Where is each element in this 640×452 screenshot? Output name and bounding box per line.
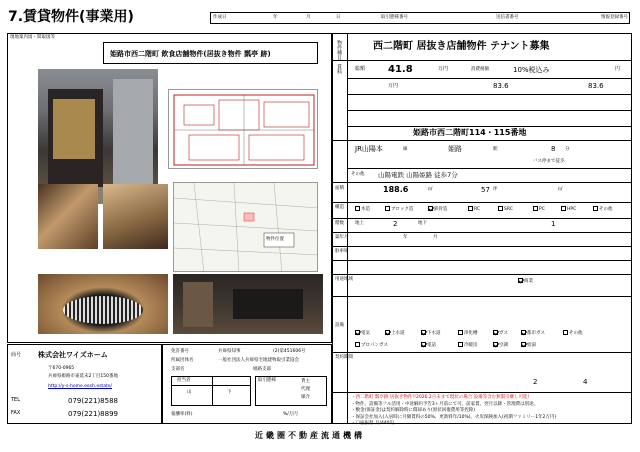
structure-opt-1: 木造 [355, 206, 370, 213]
fee-label: 報酬率(料) [171, 412, 193, 417]
parking-label: 駐車場 [335, 249, 349, 254]
agent-opt-3: 媒介 [301, 395, 310, 400]
structure-opt-7: HPC [561, 206, 576, 213]
table-photo [38, 274, 168, 334]
other-transport: 山陽電鉄 山陽姫路 徒歩7分 [378, 171, 458, 179]
license-value: 兵庫県知事 [218, 349, 241, 354]
floors-above: 2 [393, 220, 398, 228]
facility-1-3: 下水道 [421, 330, 441, 337]
train-line-suffix: 線 [403, 147, 408, 152]
tel-value: 079(221)8588 [68, 397, 118, 405]
fax-value: 079(221)8899 [68, 410, 118, 418]
facility-1-1: 電気 [355, 330, 370, 337]
fee-value: %/万円 [283, 412, 298, 417]
structure-opt-8: その他 [593, 206, 613, 213]
year-label: 年 [273, 15, 278, 20]
facility-2-1: プロパンガス [355, 342, 388, 349]
staff-grid [171, 376, 251, 406]
structure-opt-2: ブロック造 [385, 206, 413, 213]
other-label: その他 [351, 172, 365, 177]
facility-label: 設備 [335, 323, 344, 328]
field-3: 情報登録番号 [601, 15, 628, 20]
facility-1-5: ガス [493, 330, 508, 337]
built-label: 築年月 [335, 235, 349, 240]
facility-2-4: 空調 [493, 342, 508, 349]
facility-2-5: 給湯 [521, 342, 536, 349]
corridor-photo [38, 184, 98, 249]
company-label: 商号 [11, 352, 22, 358]
day-label: 日 [336, 15, 341, 20]
agent-opt-1: 貸主 [301, 379, 310, 384]
company-url[interactable]: http://y-s-home.eesh.estate/ [48, 384, 112, 389]
area-m2-unit: ㎡ [558, 187, 563, 192]
agent-box [255, 376, 327, 406]
note-1: ・西二階町 瓢亭跡 居抜き物件!!2026.2月末まで現状の場合 設備等含む無償引継し可能! [351, 395, 530, 400]
assoc-label: 所属団体名 [171, 358, 194, 363]
deposit-unit-1: 万円 [388, 83, 399, 89]
structure-label: 構造 [335, 205, 344, 210]
bus-note: バス停まで徒歩 [533, 159, 565, 164]
photo-panel [7, 33, 332, 343]
assoc-value: 一般社団法人兵庫県宅地建物取引業協会 [218, 358, 299, 363]
structure-opt-3: 鉄骨造 [428, 206, 448, 213]
basement-label: 地下 [418, 221, 427, 226]
area-label: 面積 [335, 186, 344, 191]
property-caption: 姫路市西二階町 飲食店舗物件(居抜き物件 瓢亭 跡) [110, 50, 271, 58]
structure-opt-4: RC [468, 206, 480, 213]
station: 姫路 [448, 145, 462, 153]
floors-label: 階数 [335, 221, 344, 226]
header-fields [210, 12, 630, 24]
area-tsubo: 57 [481, 186, 490, 194]
property-title: 西二階町 居抜き店舗物件 テナント募集 [373, 41, 550, 52]
fax-label: FAX [11, 410, 21, 416]
area-tsubo-unit: 坪 [493, 187, 498, 192]
area-unit: ㎡ [428, 187, 433, 192]
facility-2-2: 電話 [421, 342, 436, 349]
company-address: 兵庫県姫路市東延末2丁目150番地 [48, 374, 118, 379]
deposit-value-1: 83.6 [493, 82, 509, 90]
date-label: 作成日 [213, 15, 227, 20]
address-value: 姫路市西二階町114・115番地 [413, 128, 527, 137]
section-title: 7.賃貸物件(事業用) [8, 9, 134, 25]
floor-plan [168, 89, 318, 169]
terms-label: 契約期間 [335, 355, 353, 360]
field-1: 取引態様番号 [381, 15, 408, 20]
counter-photo [103, 184, 168, 249]
rent-unit: 万円 [438, 66, 449, 72]
walk-unit: 分 [565, 147, 570, 152]
note-3: ・敷金(保証金)は契約解除時に償却あり(原状回復費用等控除) [351, 408, 476, 413]
usage-label: 用途地域 [335, 277, 353, 282]
note-4: ・保証会社加入(入居時に月額賃料の50%、更新料年/10%)、火災保険加入(初期ファミリー1年2万円) [351, 414, 557, 420]
built-month: 月 [433, 235, 438, 240]
rent-label: 賃料 [336, 64, 342, 74]
rent-yen: 円 [615, 66, 621, 72]
note-2: ・物件、設備等フル活用・中途解約予告3ヶ月前にて可。前家賃、翌月以降・管理費は別途。 [351, 401, 539, 407]
facility-1-6: 都市ガス [521, 330, 545, 337]
license-box [162, 344, 332, 424]
branch-label: 支部名 [171, 367, 185, 372]
station-suffix: 駅 [493, 147, 498, 152]
company-postal: 〒670-0965 [48, 366, 75, 371]
note-5: ・口座振替 月/440円 [351, 421, 395, 426]
category-label: 物件種目 [336, 40, 342, 60]
rent-value: 41.8 [388, 64, 413, 75]
notes [351, 396, 629, 427]
usage-zone: 商業 [518, 278, 533, 285]
train-line: JR山陽本 [355, 145, 383, 153]
built-year: 年 [403, 235, 408, 240]
staff-label: 担当者 [177, 378, 191, 383]
tax-note: 10%税込み [513, 66, 550, 74]
company-name: 株式会社ワイズホーム [38, 351, 108, 359]
agent-label: 取引態様 [258, 378, 276, 383]
footer-seal: 近畿圏不動産流通機構 [255, 431, 365, 440]
facility-1-2: 上水道 [385, 330, 405, 337]
photo-caption: 現地案内図・間取図等 [10, 35, 55, 40]
structure-opt-5: SRC [498, 206, 513, 213]
deposit-value-2: 83.6 [588, 82, 604, 90]
company-box [7, 344, 162, 424]
property-caption-box [103, 42, 318, 64]
license-label: 免許番号 [171, 349, 189, 354]
license-no: (2)第451606号 [273, 349, 306, 354]
location-map [173, 182, 318, 272]
detail-table [332, 33, 632, 424]
facility-1-4: 浄化槽 [458, 330, 478, 337]
staff-name-2: 下 [227, 390, 232, 395]
tax-label: 消費税額 [471, 67, 489, 72]
area-value: 188.6 [383, 185, 409, 194]
month-label: 月 [306, 15, 311, 20]
terms-renew: 4 [583, 378, 588, 386]
field-2: 送信書番号 [496, 15, 519, 20]
facility-1-7: その他 [563, 330, 583, 337]
floors-below: 1 [551, 220, 556, 228]
branch-value: 姫路支部 [253, 367, 271, 372]
facility-2-3: 冷暖房 [458, 342, 478, 349]
structure-opt-6: PC [533, 206, 545, 213]
walk-time: 8 [551, 145, 556, 153]
agent-opt-2: 代理 [301, 387, 310, 392]
map-label: 物件位置 [266, 237, 284, 242]
ground-label: 地上 [355, 221, 364, 226]
terms-years: 2 [533, 378, 538, 386]
room-photo [173, 274, 323, 334]
rent-prefix: 総額 [355, 66, 366, 72]
staff-name-1: 山 [187, 390, 192, 395]
tel-label: TEL [11, 397, 20, 403]
